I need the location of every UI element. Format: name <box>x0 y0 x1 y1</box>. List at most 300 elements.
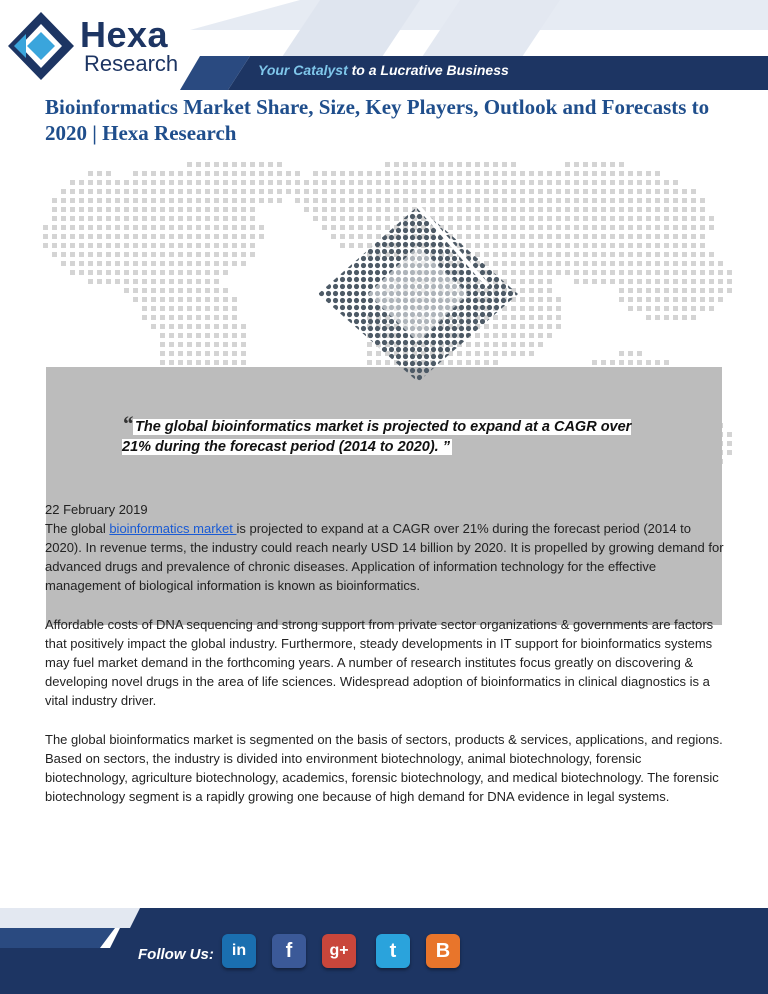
map-dot <box>115 225 120 230</box>
map-dot <box>115 252 120 257</box>
map-dot <box>664 306 669 311</box>
map-dot <box>142 315 147 320</box>
map-dot <box>178 207 183 212</box>
map-dot <box>529 216 534 221</box>
map-dot <box>277 189 282 194</box>
map-dot <box>205 162 210 167</box>
map-dot <box>349 171 354 176</box>
twitter-icon[interactable]: t <box>376 934 410 968</box>
map-dot <box>241 333 246 338</box>
map-dot <box>70 216 75 221</box>
map-dot <box>205 243 210 248</box>
map-dot <box>565 162 570 167</box>
map-dot <box>412 171 417 176</box>
map-dot <box>196 288 201 293</box>
map-dot <box>124 270 129 275</box>
map-dot <box>412 189 417 194</box>
map-dot <box>241 216 246 221</box>
map-dot <box>205 306 210 311</box>
map-dot <box>115 261 120 266</box>
map-dot <box>124 198 129 203</box>
map-dot <box>691 315 696 320</box>
map-dot <box>394 198 399 203</box>
map-dot <box>196 270 201 275</box>
map-dot <box>313 189 318 194</box>
map-dot <box>358 198 363 203</box>
map-dot <box>88 252 93 257</box>
map-dot <box>97 207 102 212</box>
map-dot <box>97 180 102 185</box>
map-dot <box>232 198 237 203</box>
map-dot <box>709 288 714 293</box>
map-dot <box>655 189 660 194</box>
map-dot <box>601 225 606 230</box>
map-dot <box>133 261 138 266</box>
map-dot <box>646 252 651 257</box>
map-dot <box>547 324 552 329</box>
map-dot <box>223 297 228 302</box>
google-plus-icon[interactable]: g+ <box>322 934 356 968</box>
map-dot <box>169 306 174 311</box>
map-dot <box>250 252 255 257</box>
map-dot <box>493 180 498 185</box>
map-dot <box>160 252 165 257</box>
map-dot <box>403 189 408 194</box>
map-dot <box>448 198 453 203</box>
bioinformatics-market-link[interactable]: bioinformatics market <box>109 521 237 536</box>
map-dot <box>664 216 669 221</box>
map-dot <box>205 342 210 347</box>
map-dot <box>79 252 84 257</box>
map-dot <box>610 171 615 176</box>
map-dot <box>250 225 255 230</box>
map-dot <box>574 225 579 230</box>
map-dot <box>205 288 210 293</box>
map-dot <box>691 270 696 275</box>
map-dot <box>502 189 507 194</box>
map-dot <box>556 261 561 266</box>
map-dot <box>637 252 642 257</box>
map-dot <box>682 315 687 320</box>
map-dot <box>700 297 705 302</box>
map-dot <box>178 261 183 266</box>
map-dot <box>700 225 705 230</box>
map-dot <box>520 333 525 338</box>
map-dot <box>718 270 723 275</box>
map-dot <box>448 162 453 167</box>
map-dot <box>160 270 165 275</box>
map-dot <box>97 252 102 257</box>
map-dot <box>637 351 642 356</box>
map-dot <box>421 171 426 176</box>
map-dot <box>673 306 678 311</box>
map-dot <box>583 225 588 230</box>
map-dot <box>448 189 453 194</box>
map-dot <box>538 261 543 266</box>
map-dot <box>538 333 543 338</box>
map-dot <box>673 315 678 320</box>
map-dot <box>565 270 570 275</box>
map-dot <box>88 171 93 176</box>
map-dot <box>160 198 165 203</box>
map-dot <box>538 270 543 275</box>
map-dot <box>628 297 633 302</box>
map-dot <box>637 288 642 293</box>
map-dot <box>619 351 624 356</box>
map-dot <box>133 207 138 212</box>
map-dot <box>349 180 354 185</box>
map-dot <box>151 234 156 239</box>
map-dot <box>268 198 273 203</box>
map-dot <box>664 252 669 257</box>
map-dot <box>700 261 705 266</box>
map-dot <box>628 279 633 284</box>
map-dot <box>520 351 525 356</box>
map-dot <box>556 198 561 203</box>
map-dot <box>79 225 84 230</box>
map-dot <box>439 171 444 176</box>
map-dot <box>187 243 192 248</box>
map-dot <box>538 306 543 311</box>
map-dot <box>322 189 327 194</box>
map-dot <box>367 198 372 203</box>
map-dot <box>304 180 309 185</box>
map-dot <box>682 297 687 302</box>
page-title: Bioinformatics Market Share, Size, Key Players, Outlook and Forecasts to 2020 | Hexa Research <box>45 95 710 145</box>
map-dot <box>205 333 210 338</box>
map-dot <box>664 288 669 293</box>
map-dot <box>556 234 561 239</box>
map-dot <box>529 333 534 338</box>
map-dot <box>583 279 588 284</box>
linkedin-icon[interactable]: in <box>222 934 256 968</box>
map-dot <box>124 225 129 230</box>
map-dot <box>187 279 192 284</box>
map-dot <box>187 162 192 167</box>
map-dot <box>601 207 606 212</box>
map-dot <box>358 189 363 194</box>
map-dot <box>133 252 138 257</box>
map-dot <box>205 216 210 221</box>
map-dot <box>583 189 588 194</box>
hexa-research-logo[interactable] <box>6 10 186 82</box>
map-dot <box>313 171 318 176</box>
map-dot <box>628 261 633 266</box>
map-dot <box>664 243 669 248</box>
map-dot <box>655 279 660 284</box>
map-dot <box>565 216 570 221</box>
map-dot <box>196 252 201 257</box>
map-dot <box>205 180 210 185</box>
map-dot <box>556 297 561 302</box>
map-dot <box>493 189 498 194</box>
map-dot <box>502 198 507 203</box>
map-dot <box>79 216 84 221</box>
map-dot <box>187 261 192 266</box>
map-dot <box>529 351 534 356</box>
map-dot <box>88 198 93 203</box>
map-dot <box>682 252 687 257</box>
map-dot <box>349 189 354 194</box>
map-dot <box>655 252 660 257</box>
map-dot <box>682 306 687 311</box>
map-dot <box>241 198 246 203</box>
map-dot <box>70 198 75 203</box>
map-dot <box>691 234 696 239</box>
map-dot <box>133 189 138 194</box>
map-dot <box>88 180 93 185</box>
map-dot <box>214 234 219 239</box>
map-dot <box>106 189 111 194</box>
map-dot <box>511 171 516 176</box>
map-dot <box>97 216 102 221</box>
map-dot <box>151 171 156 176</box>
map-dot <box>61 216 66 221</box>
map-dot <box>160 189 165 194</box>
map-dot <box>538 198 543 203</box>
map-dot <box>673 270 678 275</box>
map-dot <box>277 180 282 185</box>
map-dot <box>709 297 714 302</box>
map-dot <box>97 270 102 275</box>
map-dot <box>106 225 111 230</box>
map-dot <box>592 279 597 284</box>
map-dot <box>637 216 642 221</box>
map-dot <box>601 234 606 239</box>
map-dot <box>529 171 534 176</box>
map-dot <box>232 360 237 365</box>
map-dot <box>556 207 561 212</box>
map-dot <box>160 351 165 356</box>
map-dot <box>583 234 588 239</box>
map-dot <box>646 243 651 248</box>
map-dot <box>718 297 723 302</box>
map-dot <box>178 180 183 185</box>
tagline-rest: to a Lucrative Business <box>347 62 509 78</box>
map-dot <box>169 234 174 239</box>
map-dot <box>610 270 615 275</box>
map-dot <box>61 198 66 203</box>
map-dot <box>259 171 264 176</box>
map-dot <box>223 207 228 212</box>
map-dot <box>727 288 732 293</box>
map-dot <box>547 225 552 230</box>
map-dot <box>619 288 624 293</box>
map-dot <box>169 315 174 320</box>
map-dot <box>574 162 579 167</box>
map-dot <box>511 198 516 203</box>
map-dot <box>673 279 678 284</box>
map-dot <box>232 306 237 311</box>
map-dot <box>565 252 570 257</box>
map-dot <box>664 297 669 302</box>
map-dot <box>142 189 147 194</box>
map-dot <box>466 180 471 185</box>
map-dot <box>538 171 543 176</box>
map-dot <box>529 189 534 194</box>
map-dot <box>655 216 660 221</box>
map-dot <box>610 162 615 167</box>
map-dot <box>619 279 624 284</box>
map-dot <box>520 180 525 185</box>
map-dot <box>691 198 696 203</box>
map-dot <box>601 243 606 248</box>
map-dot <box>52 225 57 230</box>
map-dot <box>187 315 192 320</box>
map-dot <box>232 180 237 185</box>
map-dot <box>529 234 534 239</box>
map-dot <box>628 216 633 221</box>
map-dot <box>646 360 651 365</box>
map-dot <box>646 207 651 212</box>
map-dot <box>709 270 714 275</box>
map-dot <box>268 180 273 185</box>
map-dot <box>709 216 714 221</box>
map-dot <box>133 198 138 203</box>
map-dot <box>709 279 714 284</box>
map-dot <box>142 171 147 176</box>
map-dot <box>160 261 165 266</box>
map-dot <box>682 279 687 284</box>
map-dot <box>439 189 444 194</box>
map-dot <box>178 351 183 356</box>
facebook-icon[interactable]: f <box>272 934 306 968</box>
map-dot <box>286 180 291 185</box>
map-dot <box>682 207 687 212</box>
map-dot <box>367 171 372 176</box>
map-dot <box>673 180 678 185</box>
map-dot <box>718 261 723 266</box>
map-dot <box>88 225 93 230</box>
map-dot <box>79 270 84 275</box>
map-dot <box>277 198 282 203</box>
map-dot <box>520 342 525 347</box>
map-dot <box>403 198 408 203</box>
map-dot <box>106 270 111 275</box>
map-dot <box>196 180 201 185</box>
map-dot <box>187 207 192 212</box>
map-dot <box>673 216 678 221</box>
map-dot <box>286 189 291 194</box>
map-dot <box>538 189 543 194</box>
map-dot <box>331 189 336 194</box>
map-dot <box>241 252 246 257</box>
map-dot <box>169 252 174 257</box>
map-dot <box>547 180 552 185</box>
map-dot <box>340 180 345 185</box>
map-dot <box>520 252 525 257</box>
map-dot <box>61 234 66 239</box>
map-dot <box>610 279 615 284</box>
map-dot <box>574 279 579 284</box>
map-dot <box>232 171 237 176</box>
map-dot <box>295 171 300 176</box>
map-dot <box>619 252 624 257</box>
map-dot <box>610 261 615 266</box>
map-dot <box>637 270 642 275</box>
map-dot <box>142 279 147 284</box>
map-dot <box>142 297 147 302</box>
follow-us-label: Follow Us: <box>138 946 214 963</box>
map-dot <box>529 306 534 311</box>
map-dot <box>466 162 471 167</box>
map-dot <box>547 261 552 266</box>
map-dot <box>250 216 255 221</box>
map-dot <box>646 225 651 230</box>
map-dot <box>664 279 669 284</box>
map-dot <box>601 279 606 284</box>
blogger-icon[interactable]: B <box>426 934 460 968</box>
map-dot <box>268 171 273 176</box>
map-dot <box>178 324 183 329</box>
map-dot <box>727 279 732 284</box>
logo-word: Hexa <box>80 14 169 55</box>
map-dot <box>520 207 525 212</box>
map-dot <box>70 189 75 194</box>
map-dot <box>304 207 309 212</box>
map-dot <box>142 306 147 311</box>
map-dot <box>70 270 75 275</box>
map-dot <box>556 180 561 185</box>
map-dot <box>169 324 174 329</box>
map-dot <box>484 189 489 194</box>
map-dot <box>475 180 480 185</box>
map-dot <box>160 324 165 329</box>
map-dot <box>475 189 480 194</box>
map-dot <box>223 270 228 275</box>
map-dot <box>79 198 84 203</box>
map-dot <box>601 252 606 257</box>
map-dot <box>61 252 66 257</box>
map-dot <box>79 243 84 248</box>
tagline-accent: Your Catalyst <box>258 62 348 78</box>
map-dot <box>178 279 183 284</box>
map-dot <box>655 225 660 230</box>
map-dot <box>475 198 480 203</box>
map-dot <box>574 270 579 275</box>
map-dot <box>547 333 552 338</box>
map-dot <box>169 333 174 338</box>
map-dot <box>448 171 453 176</box>
map-dot <box>646 216 651 221</box>
map-dot <box>601 162 606 167</box>
map-dot <box>655 243 660 248</box>
map-dot <box>664 261 669 266</box>
quote-text: The global bioinformatics market is projected to expand at a CAGR over 21% during the forecast period (2014 to 2020). <box>122 419 632 455</box>
map-dot <box>214 351 219 356</box>
map-dot <box>646 234 651 239</box>
map-dot <box>196 279 201 284</box>
map-dot <box>547 288 552 293</box>
map-dot <box>88 234 93 239</box>
map-dot <box>70 243 75 248</box>
map-dot <box>187 324 192 329</box>
map-dot <box>169 189 174 194</box>
map-dot <box>250 198 255 203</box>
map-dot <box>124 234 129 239</box>
map-dot <box>196 324 201 329</box>
map-dot <box>529 180 534 185</box>
map-dot <box>97 243 102 248</box>
map-dot <box>205 207 210 212</box>
map-dot <box>124 261 129 266</box>
map-dot <box>583 252 588 257</box>
map-dot <box>592 234 597 239</box>
map-dot <box>142 243 147 248</box>
map-dot <box>628 270 633 275</box>
map-dot <box>547 315 552 320</box>
map-dot <box>106 252 111 257</box>
